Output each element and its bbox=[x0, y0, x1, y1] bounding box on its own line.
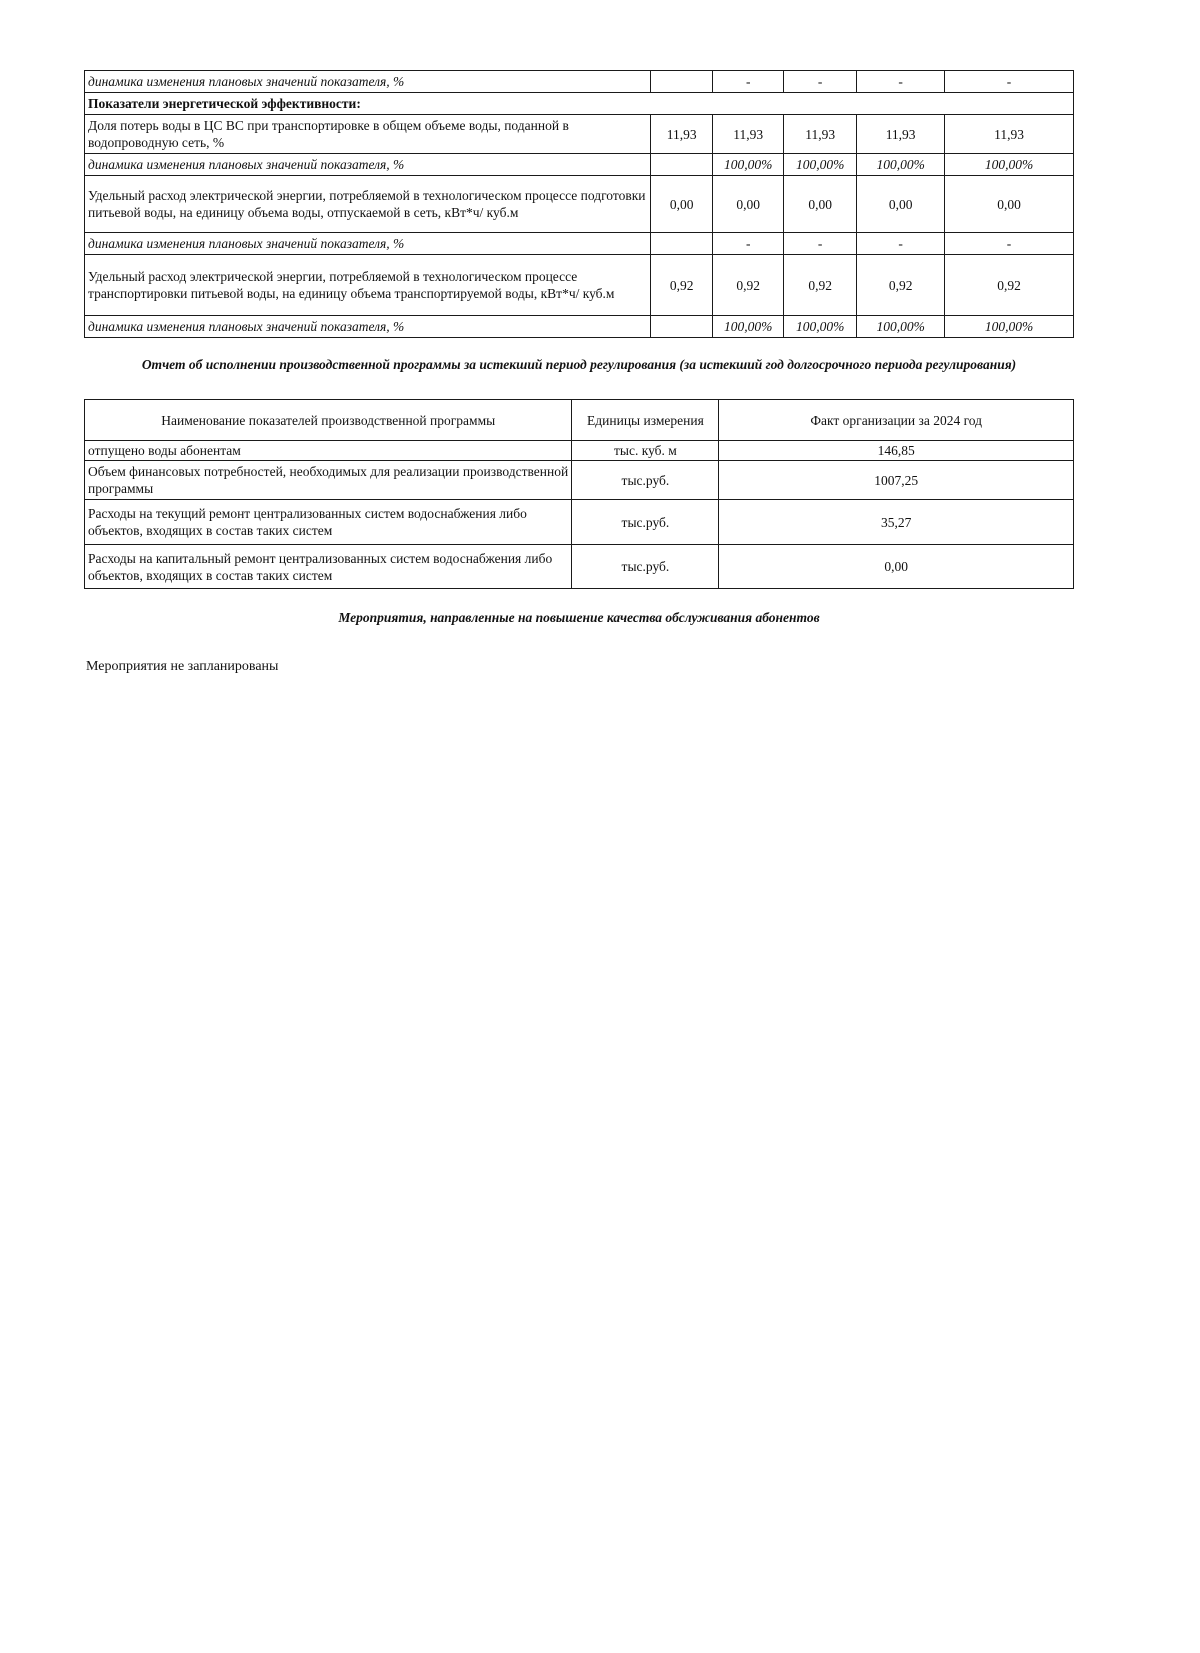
table-row bbox=[85, 154, 1074, 176]
value-cell: 11,93 bbox=[857, 115, 945, 154]
value-cell: - bbox=[945, 71, 1074, 93]
row-label: Удельный расход электрической энергии, потребляемой в технологическом процессе подготовки питьевой воды, на единицу объема воды, отпускаемой в сеть, кВт*ч/ куб.м bbox=[85, 176, 651, 233]
value-cell: - bbox=[857, 71, 945, 93]
report-caption: Отчет об исполнении производственной программы за истекший период регулирования (за истекший год долгосрочного периода регулирования) bbox=[141, 357, 1017, 372]
value-cell: 0,00 bbox=[713, 176, 784, 233]
unit-cell: тыс.руб. bbox=[572, 461, 719, 500]
unit-cell: тыс.руб. bbox=[572, 545, 719, 589]
value-cell: 11,93 bbox=[784, 115, 857, 154]
table-row bbox=[85, 461, 1074, 500]
value-cell: 11,93 bbox=[651, 115, 713, 154]
table-row bbox=[85, 255, 1074, 316]
value-cell: 0,92 bbox=[784, 255, 857, 316]
row-label: динамика изменения плановых значений показателя, % bbox=[85, 154, 651, 176]
row-label: Доля потерь воды в ЦС ВС при транспортировке в общем объеме воды, поданной в водопроводную сеть, % bbox=[85, 115, 651, 154]
value-cell: 100,00% bbox=[713, 316, 784, 338]
value-cell: - bbox=[784, 233, 857, 255]
value-cell: 0,00 bbox=[857, 176, 945, 233]
value-cell: - bbox=[945, 233, 1074, 255]
table-row bbox=[85, 441, 1074, 461]
indicator-name: Объем финансовых потребностей, необходимых для реализации производственной программы bbox=[85, 461, 572, 500]
section-header: Показатели энергетической эффективности: bbox=[85, 93, 1074, 115]
value-cell: 0,92 bbox=[713, 255, 784, 316]
value-cell: 1007,25 bbox=[719, 461, 1074, 500]
value-cell: 100,00% bbox=[713, 154, 784, 176]
column-header: Факт организации за 2024 год bbox=[719, 400, 1074, 441]
value-cell bbox=[651, 154, 713, 176]
value-cell bbox=[651, 233, 713, 255]
value-cell: 0,92 bbox=[857, 255, 945, 316]
value-cell: 100,00% bbox=[945, 316, 1074, 338]
value-cell: 0,00 bbox=[945, 176, 1074, 233]
value-cell: 0,00 bbox=[651, 176, 713, 233]
indicator-name: Расходы на капитальный ремонт централизованных систем водоснабжения либо объектов, входящих в состав таких систем bbox=[85, 545, 572, 589]
value-cell: 0,92 bbox=[651, 255, 713, 316]
unit-cell: тыс. куб. м bbox=[572, 441, 719, 461]
table-row bbox=[85, 500, 1074, 545]
value-cell: 35,27 bbox=[719, 500, 1074, 545]
value-cell: 0,00 bbox=[719, 545, 1074, 589]
section-header-row bbox=[85, 93, 1074, 115]
production-program-report-table bbox=[84, 399, 1074, 589]
value-cell: 100,00% bbox=[784, 154, 857, 176]
row-label: Удельный расход электрической энергии, потребляемой в технологическом процессе транспортировки питьевой воды, на единицу объема транспортируемой воды, кВт*ч/ куб.м bbox=[85, 255, 651, 316]
value-cell: 100,00% bbox=[857, 316, 945, 338]
value-cell bbox=[651, 71, 713, 93]
table-row bbox=[85, 233, 1074, 255]
table-row bbox=[85, 71, 1074, 93]
measures-caption: Мероприятия, направленные на повышение качества обслуживания абонентов bbox=[338, 610, 820, 625]
value-cell bbox=[651, 316, 713, 338]
table-header-row bbox=[85, 400, 1074, 441]
column-header: Наименование показателей производственной программы bbox=[85, 400, 572, 441]
row-label: динамика изменения плановых значений показателя, % bbox=[85, 71, 651, 93]
value-cell: 0,00 bbox=[784, 176, 857, 233]
value-cell: 100,00% bbox=[857, 154, 945, 176]
table-row bbox=[85, 176, 1074, 233]
value-cell: - bbox=[713, 233, 784, 255]
value-cell: 0,92 bbox=[945, 255, 1074, 316]
value-cell: - bbox=[784, 71, 857, 93]
table-row bbox=[85, 115, 1074, 154]
row-label: динамика изменения плановых значений показателя, % bbox=[85, 233, 651, 255]
indicator-name: отпущено воды абонентам bbox=[85, 441, 572, 461]
value-cell: 100,00% bbox=[784, 316, 857, 338]
unit-cell: тыс.руб. bbox=[572, 500, 719, 545]
table-row bbox=[85, 545, 1074, 589]
value-cell: 11,93 bbox=[713, 115, 784, 154]
value-cell: - bbox=[713, 71, 784, 93]
measures-note: Мероприятия не запланированы bbox=[86, 659, 279, 674]
value-cell: 100,00% bbox=[945, 154, 1074, 176]
value-cell: 146,85 bbox=[719, 441, 1074, 461]
indicator-name: Расходы на текущий ремонт централизованных систем водоснабжения либо объектов, входящих в состав таких систем bbox=[85, 500, 572, 545]
column-header: Единицы измерения bbox=[572, 400, 719, 441]
row-label: динамика изменения плановых значений показателя, % bbox=[85, 316, 651, 338]
value-cell: - bbox=[857, 233, 945, 255]
value-cell: 11,93 bbox=[945, 115, 1074, 154]
table-row bbox=[85, 316, 1074, 338]
energy-indicators-table bbox=[84, 70, 1074, 338]
